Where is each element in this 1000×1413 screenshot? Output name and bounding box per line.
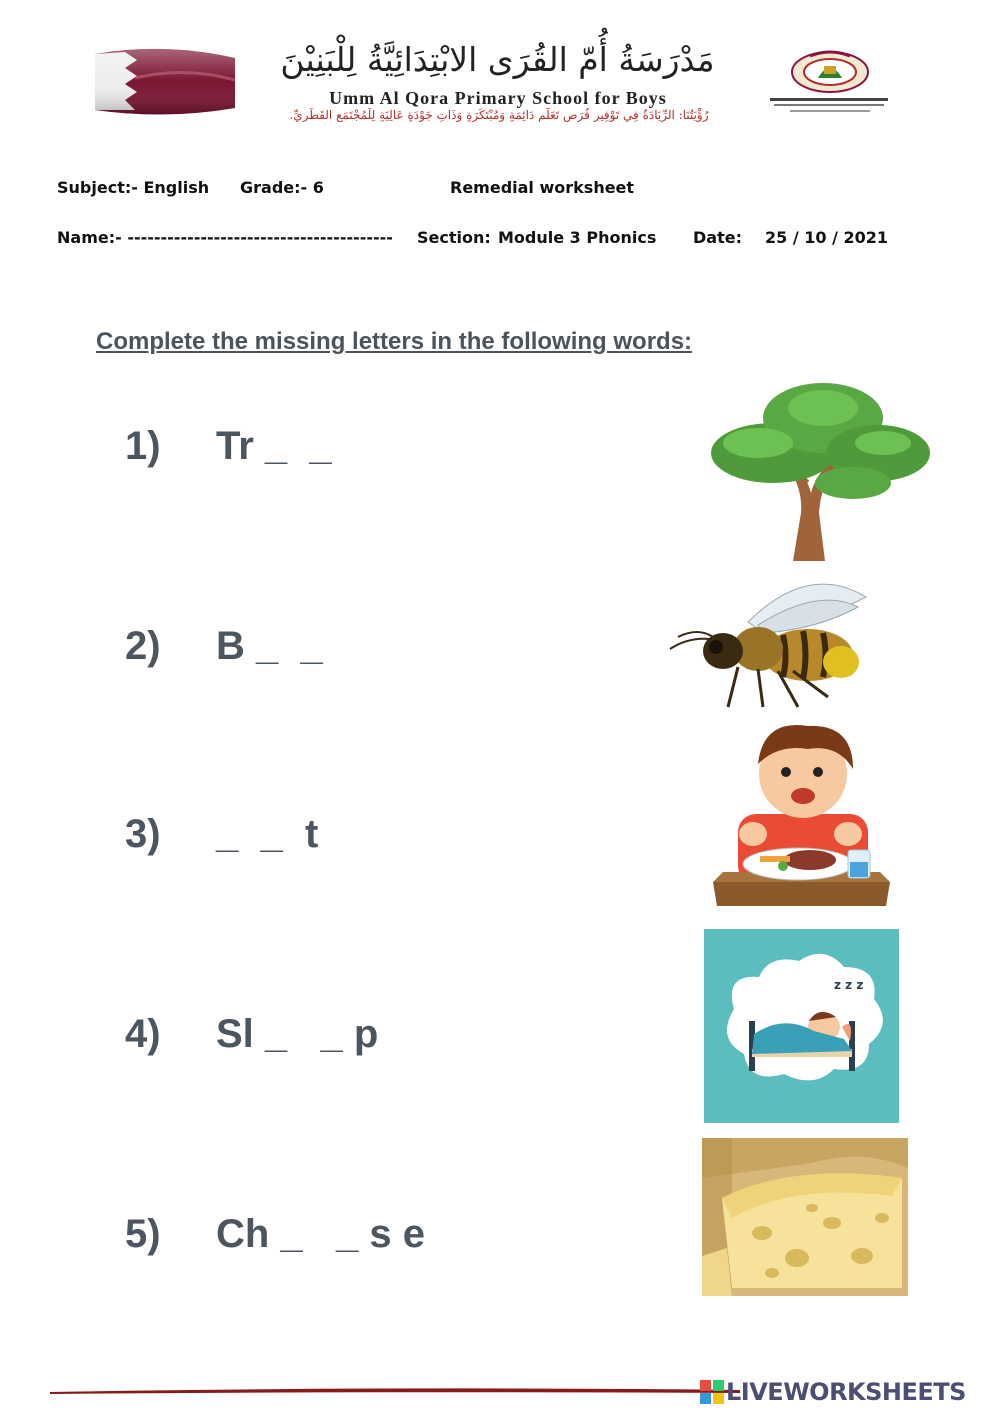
date-label: Date: (693, 228, 742, 247)
school-vision-arabic: رُؤْيَتُنَا: الرِّيَادَةُ فِي تَوْفِيرِ فُرَصٍ تَعَلُّمٍ دَائِمَةٍ وَمُبْتَكَرَةٍ وَذَاتِ جَوْدَةٍ عَالِيَةٍ لِلْمُجْتَمَعِ القَطَرِيِّ. (289, 108, 709, 122)
instruction-heading: Complete the missing letters in the following words: (96, 328, 693, 355)
question-2-word[interactable]: B _ _ (216, 624, 323, 668)
date-value: 25 / 10 / 2021 (765, 228, 889, 247)
boy-eating-picture (708, 714, 895, 910)
worksheet-title: Remedial worksheet (450, 178, 635, 197)
question-1-number: 1) (125, 424, 161, 468)
svg-text:z z z: z z z (834, 978, 864, 992)
question-4-number: 4) (125, 1012, 161, 1056)
school-name-english: Umm Al Qora Primary School for Boys (329, 88, 667, 108)
grade-label: Grade:- 6 (240, 178, 324, 197)
section-value: Module 3 Phonics (498, 228, 657, 247)
cheese-picture (702, 1138, 908, 1296)
tree-picture (703, 373, 933, 563)
section-label: Section: (417, 228, 491, 247)
boy-sleeping-picture (704, 929, 899, 1123)
brand-text[interactable]: LIVEWORKSHEETS (726, 1378, 966, 1406)
qatar-flag-icon (95, 48, 235, 116)
question-4-word[interactable]: Sl _ _ p (216, 1012, 379, 1056)
question-1-word[interactable]: Tr _ _ (216, 424, 332, 468)
question-5-number: 5) (125, 1212, 161, 1256)
question-5-word[interactable]: Ch _ _ s e (216, 1212, 425, 1256)
subject-label: Subject:- English (57, 178, 210, 197)
liveworksheets-logo-icon (700, 1380, 724, 1404)
question-3-number: 3) (125, 812, 161, 856)
ministry-of-education-logo (760, 48, 895, 120)
liveworksheets-brand (700, 1378, 992, 1406)
bee-picture (668, 567, 873, 712)
footer-divider-line (50, 1386, 740, 1396)
name-field: Name:- ---------------------------------------- (57, 228, 393, 247)
school-name-arabic: مَدْرَسَةُ أُمّ القُرَى الابْتِدَائِيَّةُ لِلْبَنِيْنَ (280, 40, 715, 79)
question-3-word[interactable]: _ _ t (216, 812, 319, 856)
question-2-number: 2) (125, 624, 161, 668)
